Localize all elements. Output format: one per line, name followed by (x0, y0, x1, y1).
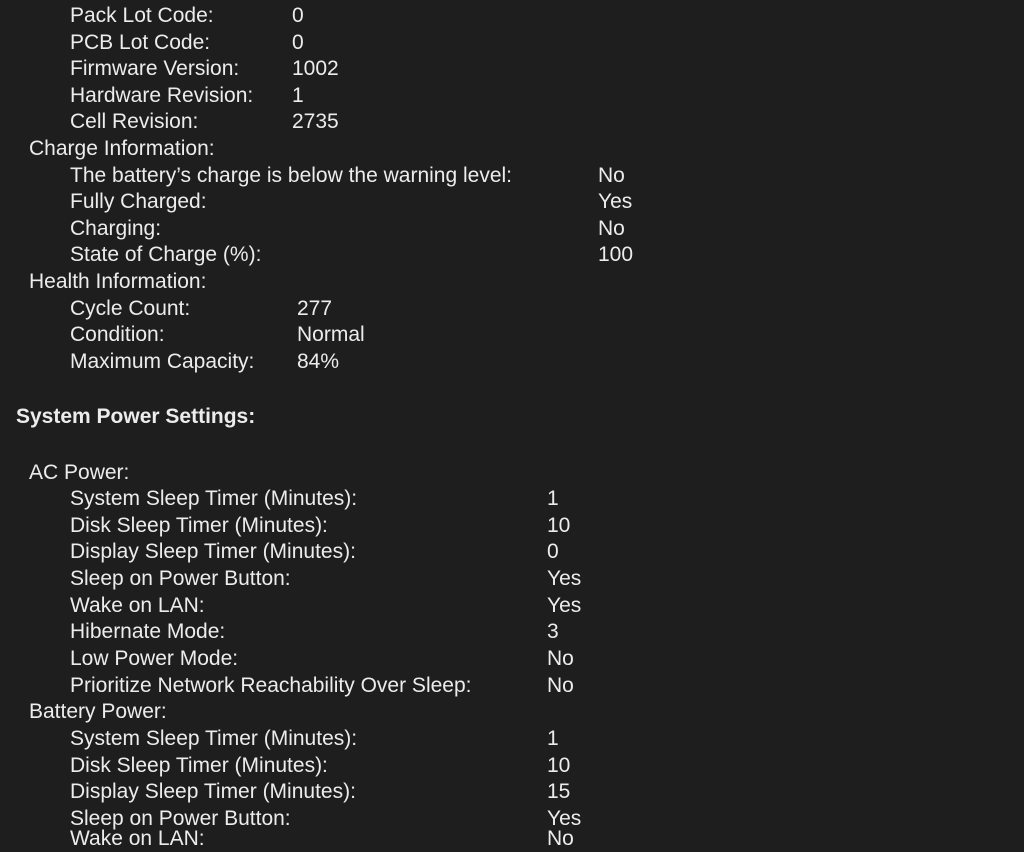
info-row (70, 539, 559, 565)
info-row (70, 242, 634, 268)
info-row (70, 779, 571, 805)
row-value: 0 (292, 4, 304, 27)
row-value: Yes (598, 190, 633, 213)
info-row (70, 83, 304, 109)
row-label: Display Sleep Timer (Minutes): (70, 540, 356, 563)
row-label: Maximum Capacity: (70, 350, 255, 373)
row-label: Hardware Revision: (70, 84, 254, 107)
row-value: Yes (547, 807, 582, 830)
info-row (70, 673, 574, 699)
row-label: Sleep on Power Button: (70, 567, 291, 590)
row-value: 1002 (292, 57, 339, 80)
info-row (70, 30, 304, 56)
row-value: 10 (547, 754, 571, 777)
row-label: Cycle Count: (70, 297, 191, 320)
info-row (70, 513, 571, 539)
row-label: State of Charge (%): (70, 243, 262, 266)
row-label: Wake on LAN: (70, 827, 205, 850)
row-value: 1 (292, 84, 304, 107)
row-value: No (598, 164, 625, 187)
row-label: Low Power Mode: (70, 647, 239, 670)
info-row (70, 726, 559, 752)
row-label: System Sleep Timer (Minutes): (70, 487, 358, 510)
info-row (70, 3, 304, 29)
row-label: Prioritize Network Reachability Over Sleep: (70, 674, 472, 697)
info-row (70, 109, 339, 135)
info-row (70, 593, 582, 619)
section-heading: Charge Information: (29, 137, 215, 160)
section-title: System Power Settings: (16, 405, 256, 428)
row-value: 3 (547, 620, 559, 643)
info-row (70, 189, 633, 215)
row-value: No (547, 647, 574, 670)
section-heading: Health Information: (29, 270, 207, 293)
info-row (70, 619, 559, 645)
row-label: Sleep on Power Button: (70, 807, 291, 830)
info-row (70, 216, 625, 242)
row-value: Yes (547, 567, 582, 590)
row-label: Hibernate Mode: (70, 620, 226, 643)
row-value: 2735 (292, 110, 339, 133)
info-row (70, 753, 571, 779)
row-value: No (547, 827, 574, 850)
row-value: Normal (297, 323, 365, 346)
row-value: 15 (547, 780, 571, 803)
row-label: Disk Sleep Timer (Minutes): (70, 514, 328, 537)
info-row (70, 56, 339, 82)
info-row (70, 296, 333, 322)
row-label: Firmware Version: (70, 57, 240, 80)
row-label: Cell Revision: (70, 110, 199, 133)
info-row (70, 646, 574, 672)
row-label: PCB Lot Code: (70, 31, 211, 54)
row-label: Condition: (70, 323, 165, 346)
row-value: 100 (598, 243, 634, 266)
row-value: 277 (297, 297, 333, 320)
info-row (70, 566, 582, 592)
info-row (70, 486, 559, 512)
row-label: Display Sleep Timer (Minutes): (70, 780, 356, 803)
row-value: 0 (547, 540, 559, 563)
row-label: Disk Sleep Timer (Minutes): (70, 754, 328, 777)
row-label: Charging: (70, 217, 162, 240)
row-label: Wake on LAN: (70, 594, 205, 617)
row-label: The battery’s charge is below the warning level: (70, 164, 513, 187)
info-row (70, 322, 365, 348)
row-value: No (547, 674, 574, 697)
row-value: 1 (547, 727, 559, 750)
info-row (70, 349, 340, 375)
row-value: 10 (547, 514, 571, 537)
row-value: Yes (547, 594, 582, 617)
row-label: Pack Lot Code: (70, 4, 214, 27)
info-row (70, 163, 625, 189)
info-row (70, 826, 574, 852)
section-heading: Battery Power: (29, 700, 167, 723)
row-label: Fully Charged: (70, 190, 207, 213)
row-value: 1 (547, 487, 559, 510)
row-label: System Sleep Timer (Minutes): (70, 727, 358, 750)
row-value: 0 (292, 31, 304, 54)
row-value: No (598, 217, 625, 240)
section-heading: AC Power: (29, 461, 130, 484)
row-value: 84% (297, 350, 340, 373)
